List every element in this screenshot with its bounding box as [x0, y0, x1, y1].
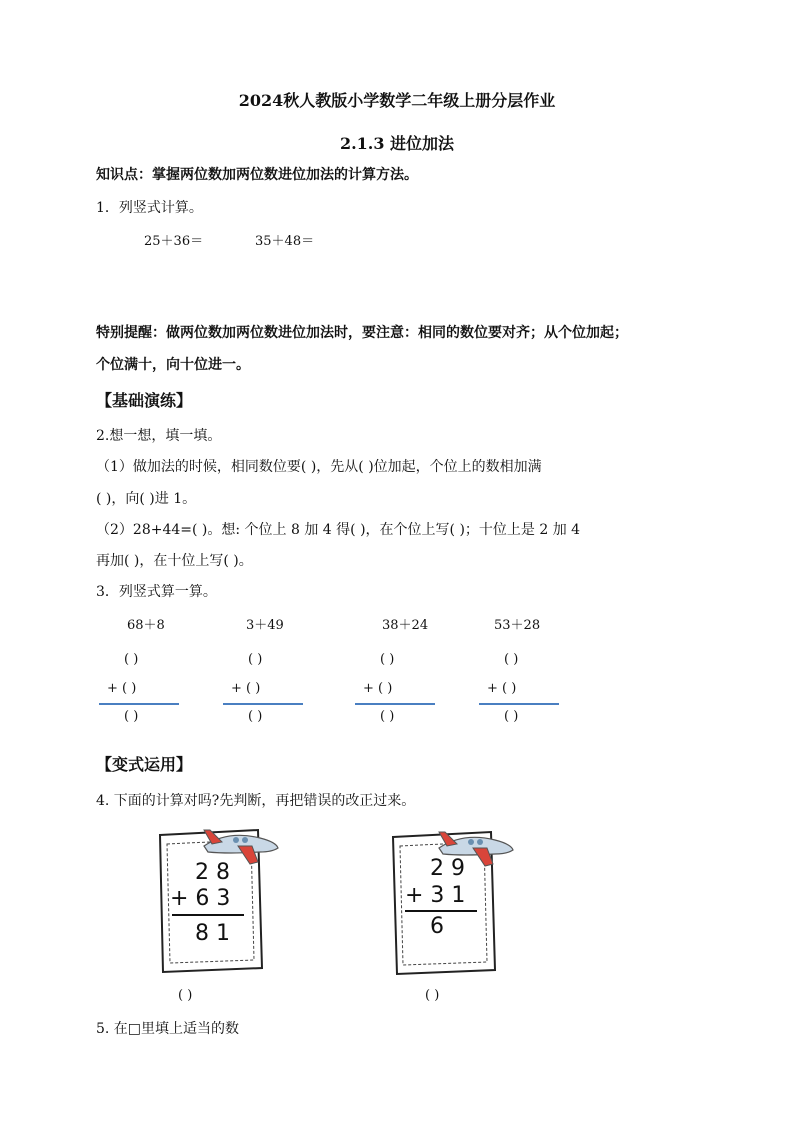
q2-part1-line1: （1）做加法的时候，相同数位要( )，先从( )位加起，个位上的数相加满: [96, 459, 542, 475]
q3-expr: 68＋8: [127, 618, 165, 633]
q3-bottom-blank[interactable]: ( ): [504, 709, 519, 724]
section-subtitle: 2.1.3 进位加法: [339, 134, 455, 153]
q3-mid-blank[interactable]: + ( ): [107, 681, 137, 696]
q3-rule-line: [223, 703, 303, 705]
q3-expr: 53＋28: [494, 618, 541, 633]
q3-top-blank[interactable]: ( ): [504, 652, 519, 667]
q3-mid-blank[interactable]: + ( ): [487, 681, 517, 696]
q1-expr-2: 35＋48＝: [255, 234, 315, 249]
q4-judge-1[interactable]: ( ): [178, 988, 193, 1003]
q3-rule-line: [355, 703, 435, 705]
q2-part1-line2: ( )，向( )进 1。: [96, 491, 197, 507]
card-row-3: 6: [430, 914, 444, 939]
q3-mid-blank[interactable]: + ( ): [363, 681, 393, 696]
tip-line-2: 个位满十，向十位进一。: [96, 357, 250, 373]
q3-label: 3．列竖式算一算。: [96, 584, 217, 600]
q3-bottom-blank[interactable]: ( ): [124, 709, 139, 724]
knowledge-point: 知识点：掌握两位数加两位数进位加法的计算方法。: [96, 167, 418, 183]
q2-part2-line2: 再加( )，在十位上写( )。: [96, 553, 253, 569]
tip-line-1: 特别提醒：做两位数加两位数进位加法时，要注意：相同的数位要对齐；从个位加起；: [96, 325, 628, 341]
card-row-2: + 3 1: [405, 883, 466, 908]
q3-mid-blank[interactable]: + ( ): [231, 681, 261, 696]
q4-label: 4. 下面的计算对吗?先判断，再把错误的改正过来。: [96, 793, 416, 809]
card-sum-line: [405, 910, 477, 912]
q5-label: 5. 在□里填上适当的数: [96, 1021, 240, 1037]
q3-bottom-blank[interactable]: ( ): [380, 709, 395, 724]
section-variant: 【变式运用】: [96, 755, 193, 774]
card-row-1: 2 9: [430, 856, 465, 881]
q3-expr: 38＋24: [382, 618, 429, 633]
q4-card-2: [385, 822, 520, 982]
q2-part2-line1: （2）28+44=( )。想: 个位上 8 加 4 得( )，在个位上写( )；十位上是 2 加 4: [96, 522, 581, 538]
card-row-1: 2 8: [195, 860, 230, 885]
q4-judge-2[interactable]: ( ): [425, 988, 440, 1003]
page-title: 2024秋人教版小学数学二年级上册分层作业: [238, 91, 556, 110]
q3-top-blank[interactable]: ( ): [248, 652, 263, 667]
section-basic: 【基础演练】: [96, 391, 193, 410]
card-row-3: 8 1: [195, 921, 230, 946]
q3-rule-line: [99, 703, 179, 705]
q1-label: 1．列竖式计算。: [96, 200, 203, 216]
card-sum-line: [172, 914, 244, 916]
q2-label: 2.想一想，填一填。: [96, 428, 222, 444]
q4-card-1: [150, 820, 285, 980]
card-row-2: + 6 3: [170, 886, 231, 911]
q3-bottom-blank[interactable]: ( ): [248, 709, 263, 724]
q3-rule-line: [479, 703, 559, 705]
q3-top-blank[interactable]: ( ): [380, 652, 395, 667]
q1-expr-1: 25＋36＝: [144, 234, 204, 249]
q3-top-blank[interactable]: ( ): [124, 652, 139, 667]
q3-expr: 3＋49: [246, 618, 284, 633]
